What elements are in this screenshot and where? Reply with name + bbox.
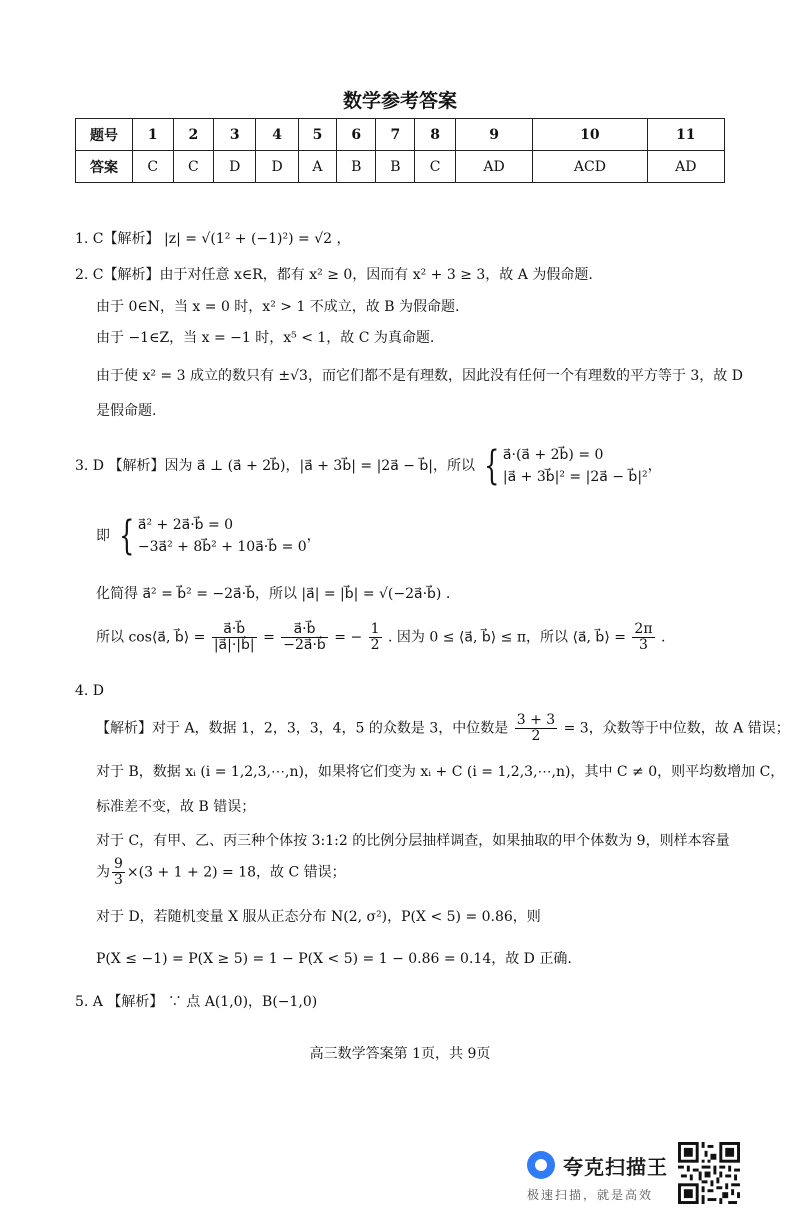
q3-text: = − (334, 629, 363, 646)
denominator: |a⃗|·|b⃗| (213, 637, 255, 653)
denominator: 2 (370, 637, 380, 653)
equation-system-2 (138, 514, 307, 558)
answer-cell: B (376, 151, 415, 183)
q3-line-4 (96, 622, 665, 653)
question-number: 2 (173, 119, 214, 151)
answer-cell: C (133, 151, 174, 183)
answer-label: 答案 (76, 151, 133, 183)
q3-line-1 (75, 444, 662, 488)
question-number: 4 (256, 119, 298, 151)
equation-system-1 (503, 444, 648, 488)
q1-body: |z| = √(1² + (−1)²) = √2 ， (163, 231, 351, 247)
system-eq: a⃗² + 2a⃗·b⃗ = 0 (137, 517, 234, 533)
numerator: 9 (114, 856, 123, 872)
q4-line-3: 标准差不变，故 B 错误； (96, 799, 256, 815)
q4-line-1 (96, 713, 790, 744)
q2-line-1 (75, 264, 593, 284)
q4-line-6: 对于 D，若随机变量 X 服从正态分布 N(2, σ²)，P(X < 5) = 0.86，则 (96, 909, 541, 925)
qr-code-icon (678, 1142, 740, 1204)
answer-cell: B (337, 151, 376, 183)
q4-head: 4. D (75, 683, 105, 699)
answer-cell: D (214, 151, 256, 183)
denominator: 2 (531, 728, 541, 744)
numerator: 2π (634, 621, 653, 637)
system-brace: { (484, 443, 500, 489)
question-number-label: 题号 (76, 119, 133, 151)
answer-cell: ACD (533, 151, 647, 183)
answer-cell: C (173, 151, 214, 183)
q4-text: 【解析】对于 A，数据 1，2，3，3，4，5 的众数是 3，中位数是 (96, 720, 509, 737)
question-number: 7 (376, 119, 415, 151)
q4-line-2: 对于 B，数据 xᵢ (i = 1,2,3,⋯,n)，如果将它们变为 xᵢ + C (i = 1,2,3,⋯,n)，其中 C ≠ 0，则平均数增加 C， (96, 764, 785, 780)
q3-line-3: 化简得 a⃗² = b⃗² = −2a⃗·b⃗，所以 |a⃗| = |b⃗| = √(−2a⃗·b⃗) . (96, 586, 451, 602)
question-number: 1 (133, 119, 174, 151)
answer-cell: AD (647, 151, 724, 183)
q2-line-2: 由于 0∈N，当 x = 0 时，x² > 1 不成立，故 B 为假命题. (96, 299, 460, 315)
answer-table-answer-row (76, 151, 725, 183)
q3-head: 3. D 【解析】 (75, 458, 165, 474)
answer-cell: AD (455, 151, 532, 183)
q4-line-7: P(X ≤ −1) = P(X ≥ 5) = 1 − P(X < 5) = 1 − 0.86 = 0.14，故 D 正确. (96, 951, 572, 967)
numerator: a⃗·b⃗ (212, 622, 257, 638)
system-brace: { (119, 513, 135, 559)
question-number: 6 (337, 119, 376, 151)
answer-cell: C (415, 151, 456, 183)
q3-lead: 即 (96, 528, 110, 544)
numerator: 3 + 3 (516, 712, 556, 728)
question-number: 5 (298, 119, 336, 151)
q2-line-3: 由于 −1∈Z，当 x = −1 时，x⁵ < 1，故 C 为真命题. (96, 330, 435, 346)
question-number: 3 (214, 119, 256, 151)
q5-head: 5. A 【解析】 (75, 994, 164, 1010)
q1-head: 1. C【解析】 (75, 231, 160, 247)
page-title: 数学参考答案 (342, 90, 457, 112)
q3-text: 所以 cos⟨a⃗, b⃗⟩ = (96, 629, 206, 646)
question-number: 8 (415, 119, 456, 151)
q4-line-5 (96, 857, 346, 888)
system-eq: a⃗·(a⃗ + 2b⃗) = 0 (502, 447, 604, 463)
fraction (369, 622, 382, 653)
q2-line-5: 是假命题. (96, 403, 157, 419)
q3-text: . (660, 629, 666, 646)
q1-solution (75, 228, 351, 248)
answer-cell: D (256, 151, 298, 183)
numerator: 1 (370, 621, 380, 637)
system-eq: |a⃗ + 3b⃗|² = |2a⃗ − b⃗|² (502, 469, 648, 485)
scanner-logo-icon (527, 1151, 555, 1179)
answer-cell: A (298, 151, 336, 183)
fraction (515, 713, 557, 744)
scanner-brand-name: 夸克扫描王 (563, 1155, 668, 1179)
q2-line-4: 由于使 x² = 3 成立的数只有 ±√3，而它们都不是有理数，因此没有任何一个有理数的平方等于 3，故 D (96, 368, 743, 384)
q4-text: = 3，众数等于中位数，故 A 错误； (563, 720, 790, 737)
punct: ， (647, 458, 662, 474)
fraction (112, 857, 125, 888)
scanner-watermark (527, 1148, 677, 1203)
punct: ， (306, 528, 321, 544)
q4-line-4: 对于 C，有甲、乙、丙三种个体按 3:1:2 的比例分层抽样调查，如果抽取的甲个体数为 9，则样本容量 (96, 833, 730, 849)
answer-table (75, 118, 725, 183)
q3-text: . 因为 0 ≤ ⟨a⃗, b⃗⟩ ≤ π，所以 ⟨a⃗, b⃗⟩ = (388, 629, 626, 646)
question-number: 11 (647, 119, 724, 151)
denominator: −2a⃗·b⃗ (283, 637, 326, 653)
fraction (212, 622, 257, 653)
q5-body: ∵ 点 A(1,0)，B(−1,0) (167, 994, 318, 1010)
question-number: 9 (455, 119, 532, 151)
q3-line-2 (96, 514, 321, 558)
numerator: a⃗·b⃗ (281, 622, 328, 638)
q5-line-1 (75, 991, 317, 1011)
scanner-slogan: 极速扫描，就是高效 (527, 1188, 654, 1202)
q4-text: 为 (96, 864, 110, 881)
denominator: 3 (639, 637, 648, 653)
denominator: 3 (114, 872, 123, 888)
fraction (281, 622, 328, 653)
q4-text: ×(3 + 1 + 2) = 18，故 C 错误； (126, 864, 346, 881)
answer-table-question-row (76, 119, 725, 151)
system-eq: −3a⃗² + 8b⃗² + 10a⃗·b⃗ = 0 (137, 539, 307, 555)
question-number: 10 (533, 119, 647, 151)
q3-text: = (263, 629, 275, 646)
page-footer: 高三数学答案第 1页，共 9页 (309, 1046, 491, 1062)
fraction (632, 622, 654, 653)
q2-head: 2. C【解析】 (75, 267, 160, 283)
q2-text: 由于对任意 x∈R，都有 x² ≥ 0，因而有 x² + 3 ≥ 3，故 A 为假命题. (159, 267, 593, 283)
q3-text: 因为 a⃗ ⊥ (a⃗ + 2b⃗)，|a⃗ + 3b⃗| = |2a⃗ − b⃗|，所以 (164, 458, 476, 474)
